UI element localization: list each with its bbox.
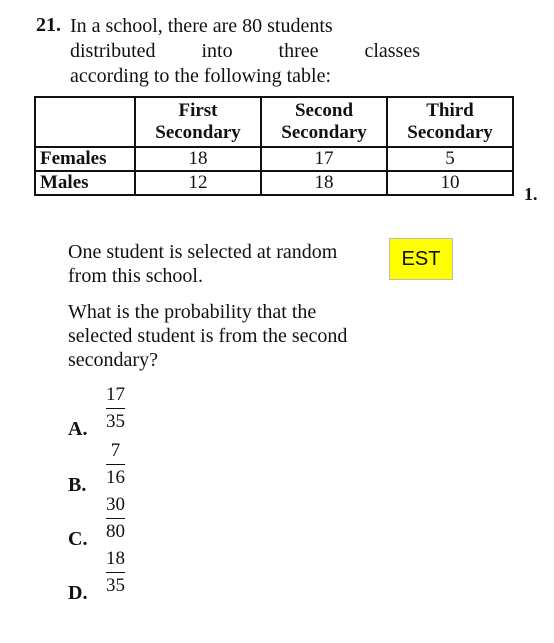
denominator: 80: [106, 521, 125, 542]
numerator: 18: [106, 548, 125, 569]
numerator: 17: [106, 384, 125, 405]
table-cell: 18: [135, 147, 261, 171]
table-cell: 18: [261, 171, 387, 195]
row-label-females: Females: [35, 147, 135, 171]
prompt-line: What is the probability that the: [68, 301, 317, 323]
option-letter: B.: [68, 474, 87, 496]
prompt-line: secondary?: [68, 349, 158, 371]
table-cell: 17: [261, 147, 387, 171]
table-row: [35, 147, 513, 171]
header-second: Second Secondary: [261, 97, 387, 147]
fraction-bar: [106, 572, 125, 573]
est-badge: EST: [389, 238, 453, 280]
option-letter: A.: [68, 418, 88, 440]
side-question-marker: 1.: [524, 184, 538, 204]
option-letter: C.: [68, 528, 88, 550]
row-label-males: Males: [35, 171, 135, 195]
fraction-bar: [106, 518, 125, 519]
denominator: 35: [106, 411, 125, 432]
prompt-line: One student is selected at random: [68, 241, 338, 263]
distribution-table: [34, 96, 514, 196]
question-stem: [70, 14, 420, 89]
fraction-bar: [106, 408, 125, 409]
denominator: 35: [106, 575, 125, 596]
stem-line-3: according to the following table:: [70, 65, 332, 87]
prompt-line: from this school.: [68, 265, 203, 287]
header-blank: [35, 97, 135, 147]
fraction-bar: [106, 464, 125, 465]
stem-line-1: In a school, there are 80 students: [70, 15, 333, 37]
prompt-question: [68, 300, 347, 372]
stem-line-2: distributed into three classes: [70, 40, 420, 62]
option-fraction: [106, 384, 125, 433]
header-third: Third Secondary: [387, 97, 513, 147]
numerator: 30: [106, 494, 125, 515]
option-letter: D.: [68, 582, 88, 604]
table-header-row: [35, 97, 513, 147]
numerator: 7: [110, 440, 121, 461]
option-fraction: [106, 440, 125, 489]
question-number: 21.: [36, 14, 61, 36]
prompt-line: selected student is from the second: [68, 325, 348, 347]
header-first: First Secondary: [135, 97, 261, 147]
option-fraction: [106, 548, 125, 597]
table-cell: 12: [135, 171, 261, 195]
option-fraction: [106, 494, 125, 543]
table-row: [35, 171, 513, 195]
prompt-selection: [68, 240, 337, 288]
table-cell: 5: [387, 147, 513, 171]
table-cell: 10: [387, 171, 513, 195]
denominator: 16: [106, 467, 125, 488]
